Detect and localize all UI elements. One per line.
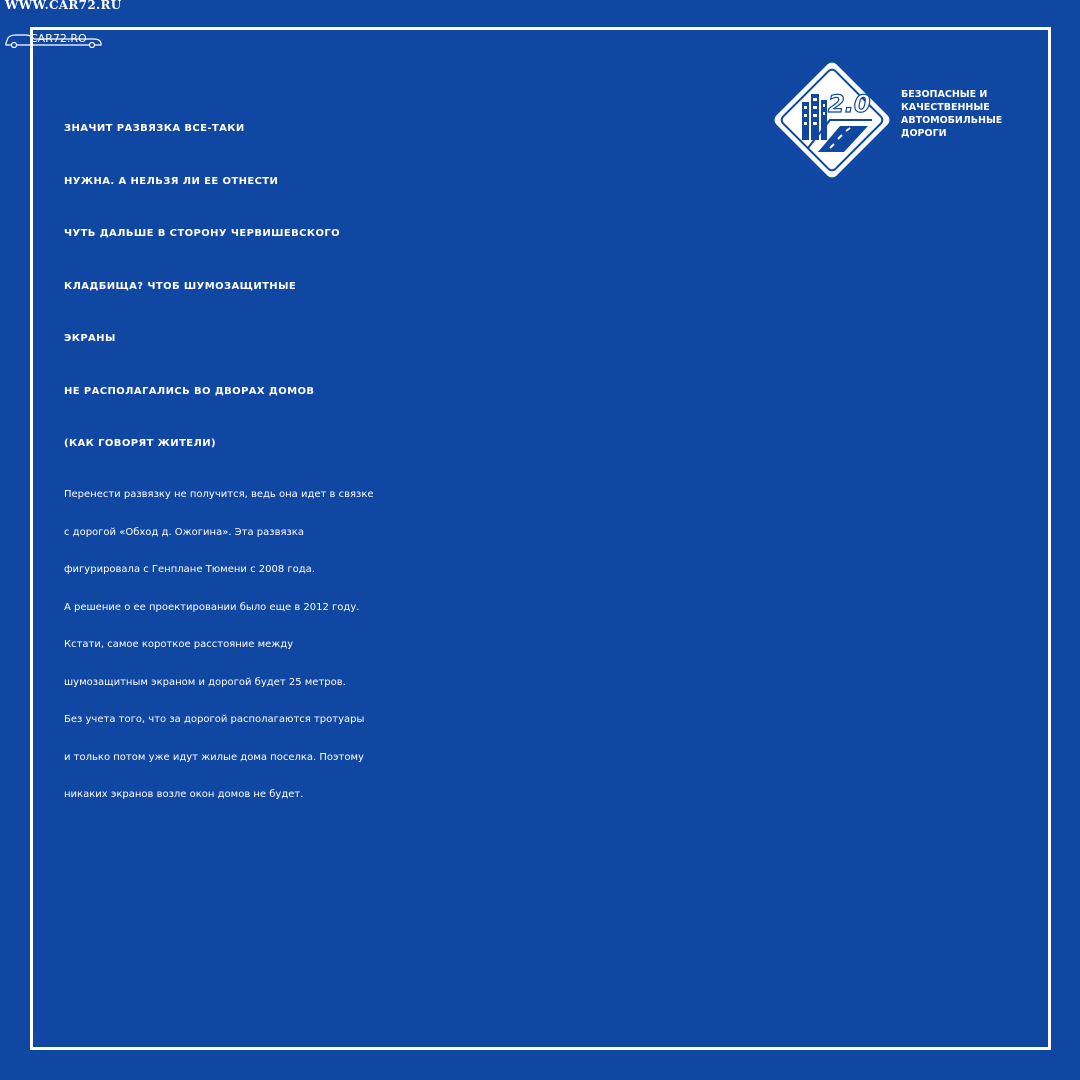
answer-line: фигурировала с Генплане Тюмени с 2008 года.	[64, 564, 315, 575]
answer-line: никаких экранов возле окон домов не будет.	[64, 789, 304, 800]
question-heading	[64, 103, 1054, 471]
answer-line: шумозащитным экраном и дорогой будет 25 метров.	[64, 676, 346, 688]
heading-line: ЭКРАНЫ	[64, 333, 116, 344]
answer-line: А решение о ее проектировании было еще в 2012 году.	[64, 601, 360, 613]
heading-line: КЛАДБИЩА? ЧТОБ ШУМОЗАЩИТНЫЕ	[64, 280, 297, 292]
answer-text	[64, 476, 1054, 814]
heading-line: (КАК ГОВОРЯТ ЖИТЕЛИ)	[64, 438, 216, 449]
heading-line: НУЖНА. А НЕЛЬЗЯ ЛИ ЕЕ ОТНЕСТИ	[64, 175, 279, 187]
watermark-logo	[4, 31, 104, 48]
heading-line: ЧУТЬ ДАЛЬШЕ В СТОРОНУ ЧЕРВИШЕВСКОГО	[64, 228, 341, 239]
badge-caption-line: КАЧЕСТВЕННЫЕ	[901, 102, 990, 113]
answer-line: и только потом уже идут жилые дома поселка. Поэтому	[64, 751, 364, 763]
watermark-logo-text: CAR72.RO	[30, 32, 87, 45]
badge-caption-line: АВТОМОБИЛЬНЫЕ	[901, 115, 1003, 126]
badge-caption-line: ДОРОГИ	[901, 128, 947, 139]
badge-caption-line: БЕЗОПАСНЫЕ И	[901, 89, 988, 100]
answer-line: с дорогой «Обход д. Ожогина». Эта развязка	[64, 526, 304, 538]
answer-line: Кстати, самое короткое расстояние между	[64, 639, 294, 650]
answer-line: Без учета того, что за дорогой располагаются тротуары	[64, 714, 365, 725]
heading-line: НЕ РАСПОЛАГАЛИСЬ ВО ДВОРАХ ДОМОВ	[64, 385, 315, 397]
badge-version: 2.0	[828, 90, 871, 118]
heading-line: ЗНАЧИТ РАЗВЯЗКА ВСЕ-ТАКИ	[64, 123, 245, 134]
watermark-url: WWW.CAR72.RU	[5, 0, 122, 12]
answer-line: Перенести развязку не получится, ведь она идет в связке	[64, 489, 374, 500]
